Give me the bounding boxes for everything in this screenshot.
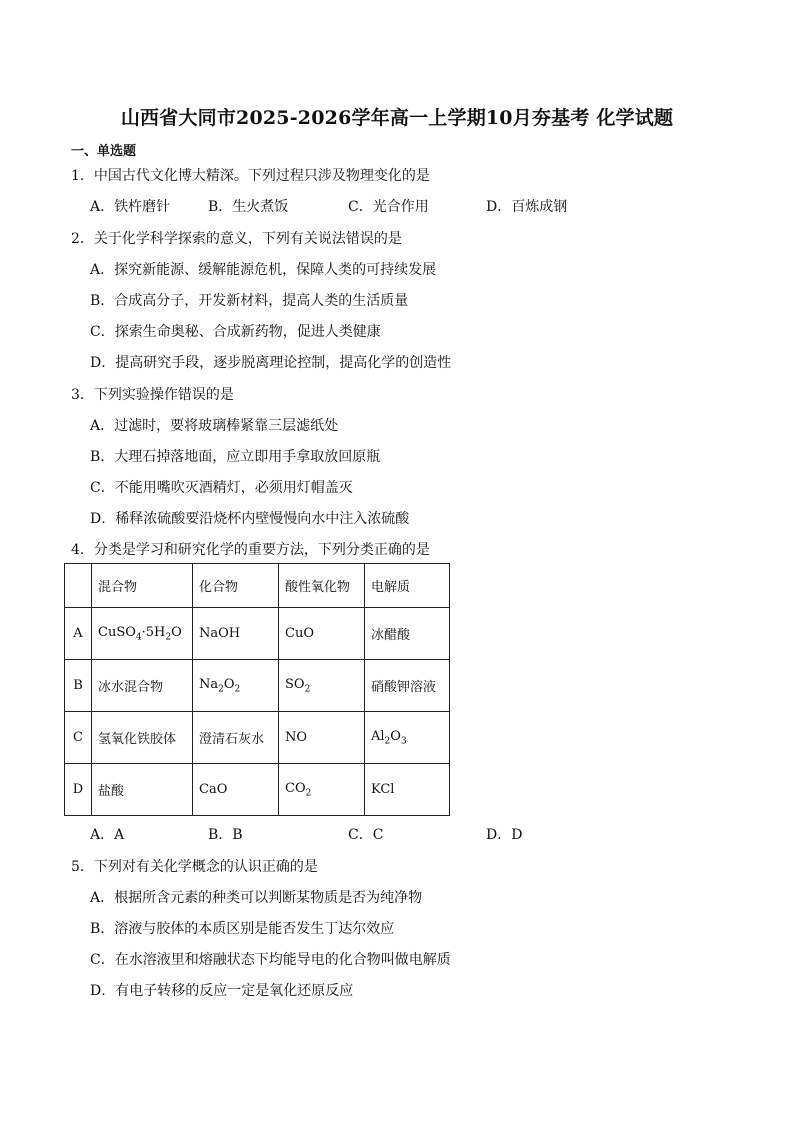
question-5-stem: 5．下列对有关化学概念的认识正确的是 <box>71 859 318 875</box>
table-cell: $CuSO_4\cdot 5H_2O$ <box>92 608 193 660</box>
row-label: D <box>65 764 92 816</box>
table-row <box>65 608 450 660</box>
question-5-option-c[interactable]: C．在水溶液里和熔融状态下均能导电的化合物叫做电解质 <box>90 952 451 968</box>
table-cell: $CO_2$ <box>279 764 365 816</box>
question-1-option-c[interactable]: C．光合作用 <box>348 199 429 215</box>
table-cell: CaO <box>193 764 279 816</box>
table-cell: $SO_2$ <box>279 660 365 712</box>
question-4-option-c[interactable]: C．C <box>348 827 384 843</box>
question-2-stem: 2．关于化学科学探索的意义，下列有关说法错误的是 <box>71 231 402 247</box>
row-label: C <box>65 712 92 764</box>
table-cell: KCl <box>365 764 450 816</box>
question-2-option-b[interactable]: B．合成高分子，开发新材料，提高人类的生活质量 <box>90 293 409 309</box>
question-3-option-d[interactable]: D．稀释浓硫酸要沿烧杯内壁慢慢向水中注入浓硫酸 <box>90 511 410 527</box>
table-row <box>65 660 450 712</box>
question-1-stem: 1．中国古代文化博大精深。下列过程只涉及物理变化的是 <box>71 168 430 184</box>
question-4-stem: 4．分类是学习和研究化学的重要方法，下列分类正确的是 <box>71 542 430 558</box>
table-header-cell: 电解质 <box>365 564 450 608</box>
table-header-row <box>65 564 450 608</box>
table-cell: 氢氧化铁胶体 <box>92 712 193 764</box>
table-cell: 硝酸钾溶液 <box>365 660 450 712</box>
table-cell: 盐酸 <box>92 764 193 816</box>
question-2-option-d[interactable]: D．提高研究手段，逐步脱离理论控制，提高化学的创造性 <box>90 355 452 371</box>
section-heading: 一、单选题 <box>71 144 137 159</box>
question-1-option-a[interactable]: A．铁杵磨针 <box>90 199 171 215</box>
table-cell: NO <box>279 712 365 764</box>
table-cell: $Na_2O_2$ <box>193 660 279 712</box>
question-1-option-b[interactable]: B．生火煮饭 <box>208 199 289 215</box>
table-header-cell: 混合物 <box>92 564 193 608</box>
row-label: B <box>65 660 92 712</box>
question-2-option-a[interactable]: A．探究新能源、缓解能源危机，保障人类的可持续发展 <box>90 262 437 278</box>
classification-table <box>64 563 450 816</box>
table-header-cell: 化合物 <box>193 564 279 608</box>
question-3-stem: 3．下列实验操作错误的是 <box>71 387 234 403</box>
question-4-option-b[interactable]: B．B <box>208 827 243 843</box>
question-4-option-a[interactable]: A．A <box>90 827 125 843</box>
table-cell: CuO <box>279 608 365 660</box>
table-cell: 冰醋酸 <box>365 608 450 660</box>
question-2-option-c[interactable]: C．探索生命奥秘、合成新药物，促进人类健康 <box>90 324 381 340</box>
table-cell: 冰水混合物 <box>92 660 193 712</box>
question-5-option-b[interactable]: B．溶液与胶体的本质区别是能否发生丁达尔效应 <box>90 921 395 937</box>
table-header-cell: 酸性氧化物 <box>279 564 365 608</box>
question-4-option-d[interactable]: D．D <box>486 827 523 843</box>
table-cell: NaOH <box>193 608 279 660</box>
question-3-option-b[interactable]: B．大理石掉落地面，应立即用手拿取放回原瓶 <box>90 449 381 465</box>
question-3-option-a[interactable]: A．过滤时，要将玻璃棒紧靠三层滤纸处 <box>90 418 339 434</box>
table-row <box>65 764 450 816</box>
table-row <box>65 712 450 764</box>
question-5-option-d[interactable]: D．有电子转移的反应一定是氧化还原反应 <box>90 983 354 999</box>
question-5-option-a[interactable]: A．根据所含元素的种类可以判断某物质是否为纯净物 <box>90 890 423 906</box>
page-title: 山西省大同市2025-2026学年高一上学期10月夯基考 化学试题 <box>120 107 674 129</box>
row-label: A <box>65 608 92 660</box>
table-cell: $Al_2O_3$ <box>365 712 450 764</box>
table-header-cell <box>65 564 92 608</box>
table-cell: 澄清石灰水 <box>193 712 279 764</box>
question-1-option-d[interactable]: D．百炼成钢 <box>486 199 568 215</box>
question-3-option-c[interactable]: C．不能用嘴吹灭酒精灯，必须用灯帽盖灭 <box>90 480 353 496</box>
